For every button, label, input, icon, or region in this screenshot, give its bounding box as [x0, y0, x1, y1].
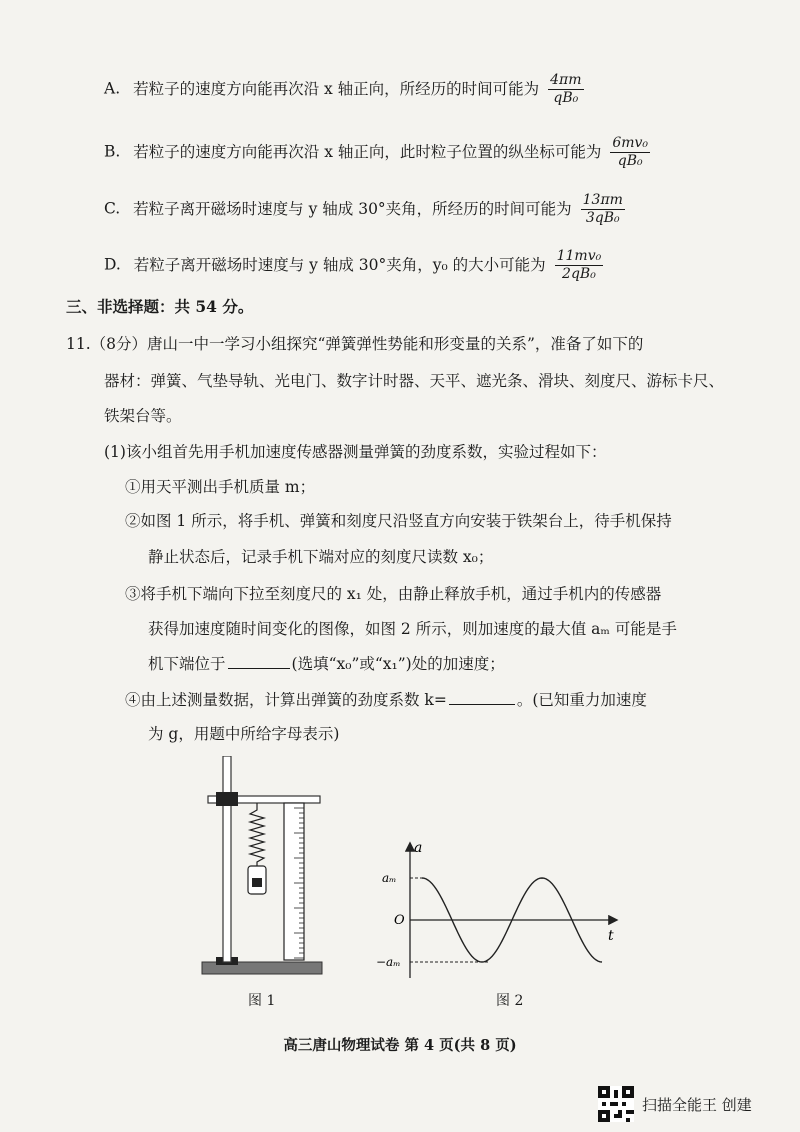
q11-step2-line1: ②如图 1 所示，将手机、弹簧和刻度尺沿竖直方向安装于铁架台上，待手机保持 — [125, 512, 672, 530]
figure1-apparatus — [196, 756, 328, 988]
min-label: −aₘ — [376, 955, 401, 969]
q11-step1: ①用天平测出手机质量 m； — [125, 478, 316, 496]
option-text: 若粒子的速度方向能再次沿 x 轴正向，此时粒子位置的纵坐标可能为 — [133, 142, 602, 161]
scanner-label: 扫描全能王 创建 — [642, 1095, 752, 1114]
option-b — [104, 135, 650, 170]
figure2-caption: 图 2 — [496, 993, 524, 1009]
origin-label: O — [394, 913, 405, 928]
text-after-blank: 。(已知重力加速度 — [516, 691, 647, 709]
fraction-denominator: 3qB₀ — [585, 210, 620, 226]
text-before-blank: ④由上述测量数据，计算出弹簧的劲度系数 k= — [125, 691, 447, 709]
fraction-denominator: 2qB₀ — [562, 266, 596, 282]
q11-step4-line2: 为 g，用题中所给字母表示) — [148, 725, 340, 743]
qr-code-icon — [598, 1086, 634, 1122]
q11-step2-line2: 静止状态后，记录手机下端对应的刻度尺读数 x₀； — [148, 548, 494, 566]
q11-step3-line2: 获得加速度随时间变化的图像，如图 2 所示，则加速度的最大值 aₘ 可能是手 — [148, 620, 677, 638]
answer-blank — [228, 654, 290, 669]
option-a — [104, 72, 584, 107]
scanner-watermark — [598, 1086, 752, 1122]
option-text: 若粒子离开磁场时速度与 y 轴成 30°夹角，y₀ 的大小可能为 — [133, 255, 546, 274]
fraction — [555, 248, 604, 283]
fraction-numerator: 13πm — [582, 192, 623, 208]
fraction-denominator: qB₀ — [553, 90, 579, 106]
top-clamp — [216, 792, 238, 806]
option-c — [104, 192, 625, 227]
text-after-blank: (选填“x₀”或“x₁”)处的加速度； — [291, 655, 505, 673]
option-d — [104, 248, 603, 283]
q11-intro-line3: 铁架台等。 — [104, 407, 182, 425]
ruler — [284, 803, 304, 960]
option-letter: A. — [104, 79, 121, 98]
option-letter: B. — [104, 142, 121, 161]
spring — [250, 803, 264, 866]
x-axis-label: t — [608, 928, 614, 944]
option-text: 若粒子离开磁场时速度与 y 轴成 30°夹角，所经历的时间可能为 — [133, 199, 572, 218]
q11-step3-line3 — [148, 653, 505, 675]
fraction — [581, 192, 625, 227]
max-label: aₘ — [382, 871, 397, 885]
stand-pole — [223, 756, 231, 962]
q11-step4-line1 — [125, 689, 647, 711]
q11-intro-line1: 11.（8分）唐山一中一学习小组探究“弹簧弹性势能和形变量的关系”，准备了如下的 — [66, 335, 644, 353]
q11-part1: (1)该小组首先用手机加速度传感器测量弹簧的劲度系数，实验过程如下： — [104, 443, 607, 461]
phone-screen — [252, 878, 262, 887]
q11-intro-line2: 器材：弹簧、气垫导轨、光电门、数字计时器、天平、遮光条、滑块、刻度尺、游标卡尺、 — [104, 372, 725, 390]
fraction-numerator: 11mv₀ — [556, 248, 602, 264]
figure2-graph — [376, 838, 626, 988]
option-letter: D. — [104, 255, 121, 274]
fraction-numerator: 4πm — [550, 72, 582, 88]
answer-blank — [449, 690, 515, 705]
fraction — [610, 135, 650, 170]
option-letter: C. — [104, 199, 121, 218]
page-footer: 高三唐山物理试卷 第 4 页(共 8 页) — [283, 1037, 517, 1054]
q11-step3-line1: ③将手机下端向下拉至刻度尺的 x₁ 处，由静止释放手机，通过手机内的传感器 — [125, 585, 662, 603]
y-axis-label: a — [414, 840, 423, 856]
section-heading: 三、非选择题：共 54 分。 — [66, 297, 254, 316]
fraction-denominator: qB₀ — [617, 153, 643, 169]
fraction — [548, 72, 583, 107]
figure1-caption: 图 1 — [248, 993, 276, 1009]
fraction-numerator: 6mv₀ — [612, 135, 649, 151]
text-before-blank: 机下端位于 — [148, 655, 226, 673]
option-text: 若粒子的速度方向能再次沿 x 轴正向，所经历的时间可能为 — [133, 79, 540, 98]
